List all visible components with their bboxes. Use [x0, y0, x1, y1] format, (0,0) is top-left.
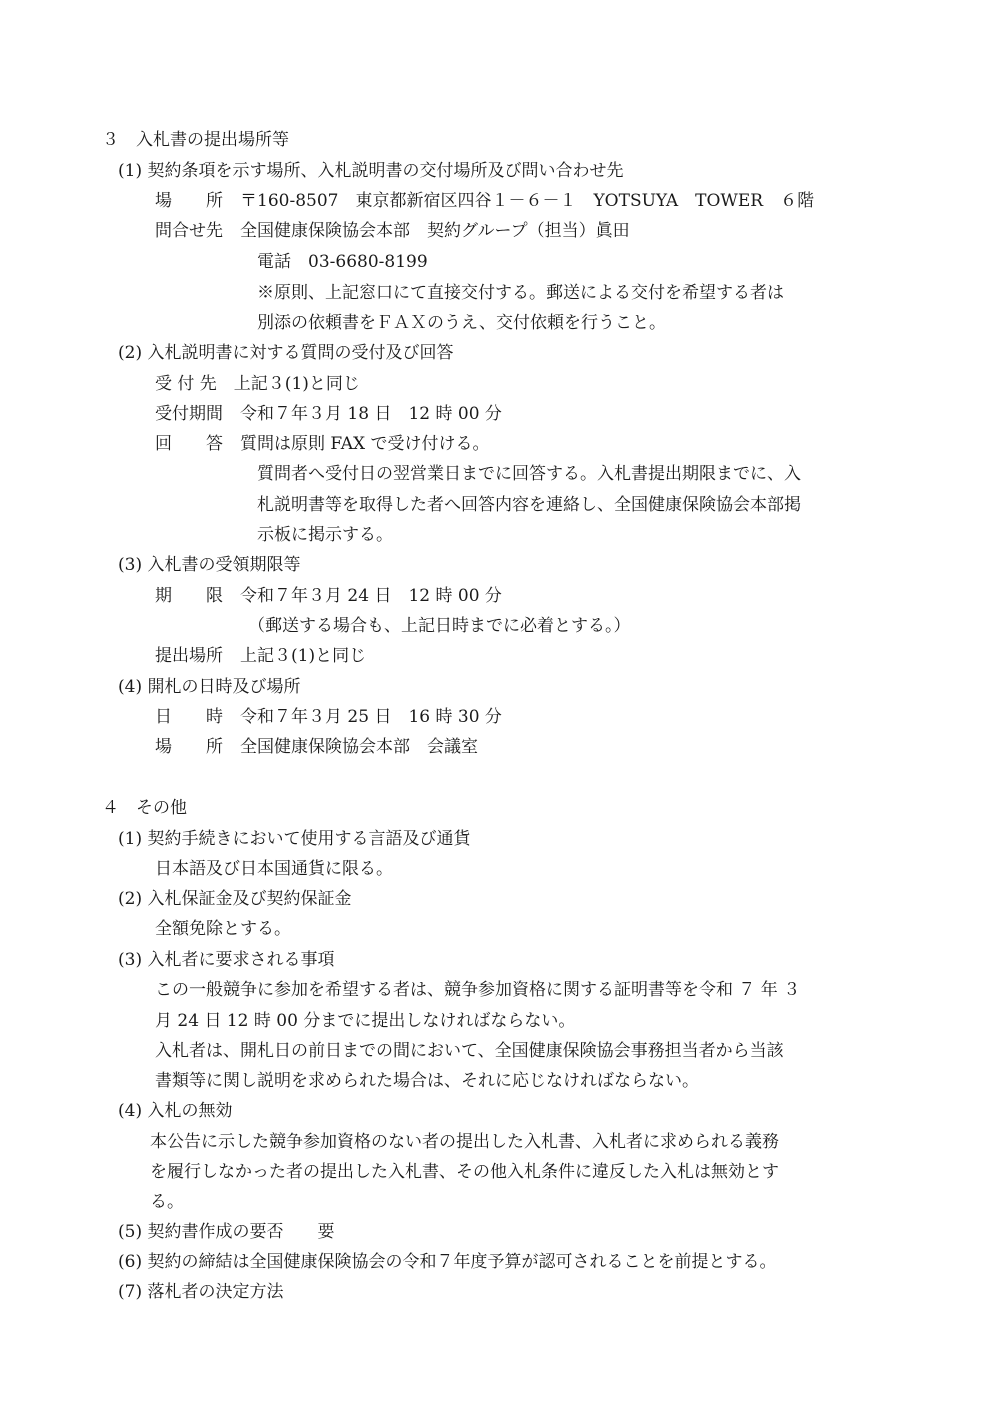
item-4-4-line2: を履行しなかった者の提出した入札書、その他入札条件に違反した入札は無効とす [150, 1162, 779, 1182]
item-3-2-answer-line1: 質問者へ受付日の翌営業日までに回答する。入札書提出期限までに、入 [257, 464, 801, 484]
item-3-3-deadline-note: （郵送する場合も、上記日時までに必着とする。） [248, 616, 631, 636]
item-4-1-title: (1) 契約手続きにおいて使用する言語及び通貨 [118, 829, 471, 849]
item-3-3-deadline: 期 限 令和７年３月 24 日 12 時 00 分 [155, 586, 502, 606]
item-4-2-body: 全額免除とする。 [155, 919, 291, 939]
item-3-2-answer: 回 答 質問は原則 FAX で受け付ける。 [155, 434, 490, 454]
section-3-heading: ３ 入札書の提出場所等 [102, 130, 289, 150]
item-4-3-para2-line1: 入札者は、開札日の前日までの間において、全国健康保険協会事務担当者から当該 [155, 1041, 784, 1061]
item-3-1-place: 場 所 〒160-8507 東京都新宿区四谷１－６－１ YOTSUYA TOWER ６階 [155, 191, 815, 211]
item-4-1-body: 日本語及び日本国通貨に限る。 [155, 859, 393, 879]
item-4-3-para1-line1: この一般競争に参加を希望する者は、競争参加資格に関する証明書等を令和 ７ 年 ３ [155, 980, 801, 1000]
item-3-2-reception: 受 付 先 上記３(1)と同じ [155, 374, 360, 394]
item-3-1-phone: 電話 03-6680-8199 [257, 252, 428, 272]
item-3-1-note-line1: ※原則、上記窓口にて直接交付する。郵送による交付を希望する者は [257, 283, 784, 303]
item-3-2-period: 受付期間 令和７年３月 18 日 12 時 00 分 [155, 404, 502, 424]
item-4-6-title: (6) 契約の締結は全国健康保険協会の令和７年度予算が認可されることを前提とする。 [118, 1252, 777, 1272]
item-3-3-title: (3) 入札書の受領期限等 [118, 555, 301, 575]
item-3-4-title: (4) 開札の日時及び場所 [118, 677, 301, 697]
item-3-4-place: 場 所 全国健康保険協会本部 会議室 [155, 737, 478, 757]
item-4-2-title: (2) 入札保証金及び契約保証金 [118, 889, 352, 909]
item-4-3-para1-line2: 月 24 日 12 時 00 分までに提出しなければならない。 [155, 1011, 576, 1031]
item-4-4-line1: 本公告に示した競争参加資格のない者の提出した入札書、入札者に求められる義務 [150, 1132, 779, 1152]
item-3-2-answer-line3: 示板に掲示する。 [257, 525, 393, 545]
item-4-4-title: (4) 入札の無効 [118, 1101, 233, 1121]
item-4-4-line3: る。 [150, 1192, 184, 1212]
item-4-7-title: (7) 落札者の決定方法 [118, 1282, 284, 1302]
item-3-2-answer-line2: 札説明書等を取得した者へ回答内容を連絡し、全国健康保険協会本部掲 [257, 495, 801, 515]
item-4-3-title: (3) 入札者に要求される事項 [118, 950, 335, 970]
section-4-heading: ４ その他 [102, 798, 187, 818]
item-3-4-datetime: 日 時 令和７年３月 25 日 16 時 30 分 [155, 707, 502, 727]
item-3-1-contact: 問合せ先 全国健康保険協会本部 契約グループ（担当）眞田 [155, 221, 630, 241]
item-3-2-title: (2) 入札説明書に対する質問の受付及び回答 [118, 343, 454, 363]
item-4-3-para2-line2: 書類等に関し説明を求められた場合は、それに応じなければならない。 [155, 1071, 699, 1091]
item-3-3-place: 提出場所 上記３(1)と同じ [155, 646, 367, 666]
item-3-1-note-line2: 別添の依頼書をＦＡＸのうえ、交付依頼を行うこと。 [257, 313, 667, 333]
item-3-1-title: (1) 契約条項を示す場所、入札説明書の交付場所及び問い合わせ先 [118, 161, 624, 181]
item-4-5-title: (5) 契約書作成の要否 要 [118, 1222, 335, 1242]
